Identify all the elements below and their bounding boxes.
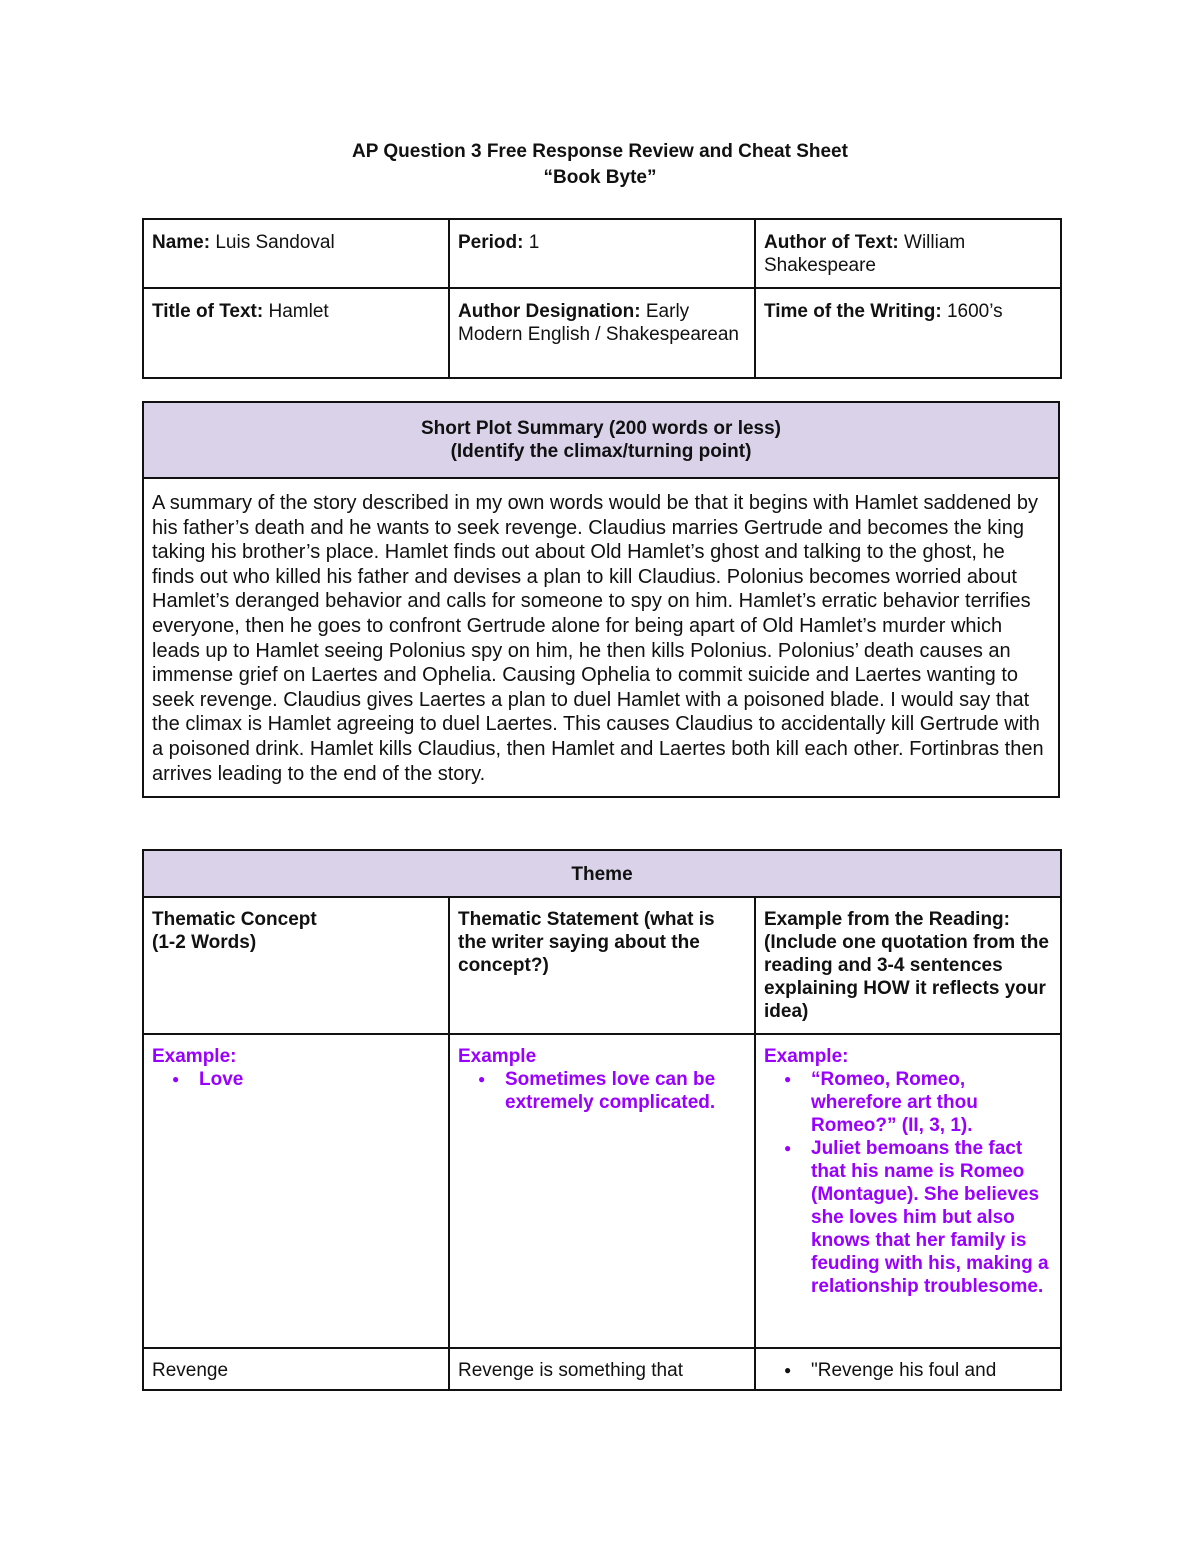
text-title-cell [143,288,449,378]
summary-table [142,401,1060,798]
revenge-reading-list [764,1359,1052,1382]
time-cell [755,288,1061,378]
document-subtitle: “Book Byte” [543,167,657,188]
period-value: 1 [523,232,540,253]
author-value: William Shakespeare [764,232,966,276]
example-statement-cell [449,1034,755,1348]
info-table [142,218,1062,379]
concept-header-line2: (1-2 Words) [152,932,257,953]
revenge-reading-cell [755,1348,1061,1390]
name-label: Name: [152,232,211,253]
example-statement-item: ● Sometimes love can be extremely complicated. [505,1068,746,1114]
summary-heading-line2: (Identify the climax/turning point) [450,441,752,462]
designation-cell [449,288,755,378]
example-statement-label: Example [458,1046,537,1067]
document-title: AP Question 3 Free Response Review and Cheat Sheet [352,141,848,162]
summary-heading [143,402,1059,478]
author-label: Author of Text: [764,232,899,253]
summary-text: A summary of the story described in my own words would be that it begins with Hamlet saddened by his father’s death and he wants to seek revenge. Claudius marries Gertrude and becomes the king taking his brother’s place. Hamlet finds out about Old Hamlet’s ghost and talking to the ghost, he finds out who killed his father and devises a plan to kill Claudius. Polonius becomes worried about Hamlet’s deranged behavior and calls for someone to spy on him. Hamlet’s erratic behavior terrifies everyone, then he goes to confront Gertrude alone for being apart of Old Hamlet’s murder which leads up to Hamlet seeing Polonius spy on him, he then kills Polonius. Polonius’ death causes an immense grief on Laertes and Ophelia. Causing Ophelia to commit suicide and Laertes wanting to seek revenge. Claudius gives Laertes a plan to duel Hamlet with a poisoned blade. I would say that the climax is Hamlet agreeing to duel Laertes. This causes Claudius to accidentally kill Gertrude with a poisoned drink. Hamlet kills Claudius, then Hamlet and Laertes both kill each other. Fortinbras then arrives leading to the end of the story. [143,478,1059,797]
example-reading-quote: ● “Romeo, Romeo, wherefore art thou Romeo?” (II, 3, 1). [811,1068,1052,1137]
example-concept-label: Example: [152,1046,237,1067]
designation-value: Early Modern English / Shakespearean [458,301,739,345]
example-concept-list [152,1068,440,1091]
example-concept-item: ● Love [199,1068,440,1091]
time-value: 1600’s [941,301,1003,322]
name-value: Luis Sandoval [210,232,335,253]
name-cell [143,219,449,288]
author-cell [755,219,1061,288]
revenge-concept-cell: Revenge [143,1348,449,1390]
example-reading-cell [755,1034,1061,1348]
reading-column-header: Example from the Reading: (Include one quotation from the reading and 3-4 sentences explaining HOW it reflects your idea) [755,897,1061,1034]
theme-heading: Theme [143,850,1061,897]
summary-heading-line1: Short Plot Summary (200 words or less) [420,418,782,439]
period-label: Period: [458,232,524,253]
example-reading-explanation: ● Juliet bemoans the fact that his name is Romeo (Montague). She believes she loves him but also knows that her family is feuding with his, making a relationship troublesome. [811,1137,1052,1298]
statement-column-header: Thematic Statement (what is the writer saying about the concept?) [449,897,755,1034]
text-title-label: Title of Text: [152,301,264,322]
example-statement-list [458,1068,746,1114]
theme-table [142,849,1062,1391]
example-reading-label: Example: [764,1046,849,1067]
concept-header-line1: Thematic Concept [152,909,317,930]
example-reading-list [764,1068,1052,1298]
revenge-reading-item: ● "Revenge his foul and [811,1359,1052,1382]
revenge-statement-cell: Revenge is something that [449,1348,755,1390]
text-title-value: Hamlet [263,301,329,322]
period-cell [449,219,755,288]
concept-column-header [143,897,449,1034]
example-concept-cell [143,1034,449,1348]
designation-label: Author Designation: [458,301,641,322]
time-label: Time of the Writing: [764,301,942,322]
